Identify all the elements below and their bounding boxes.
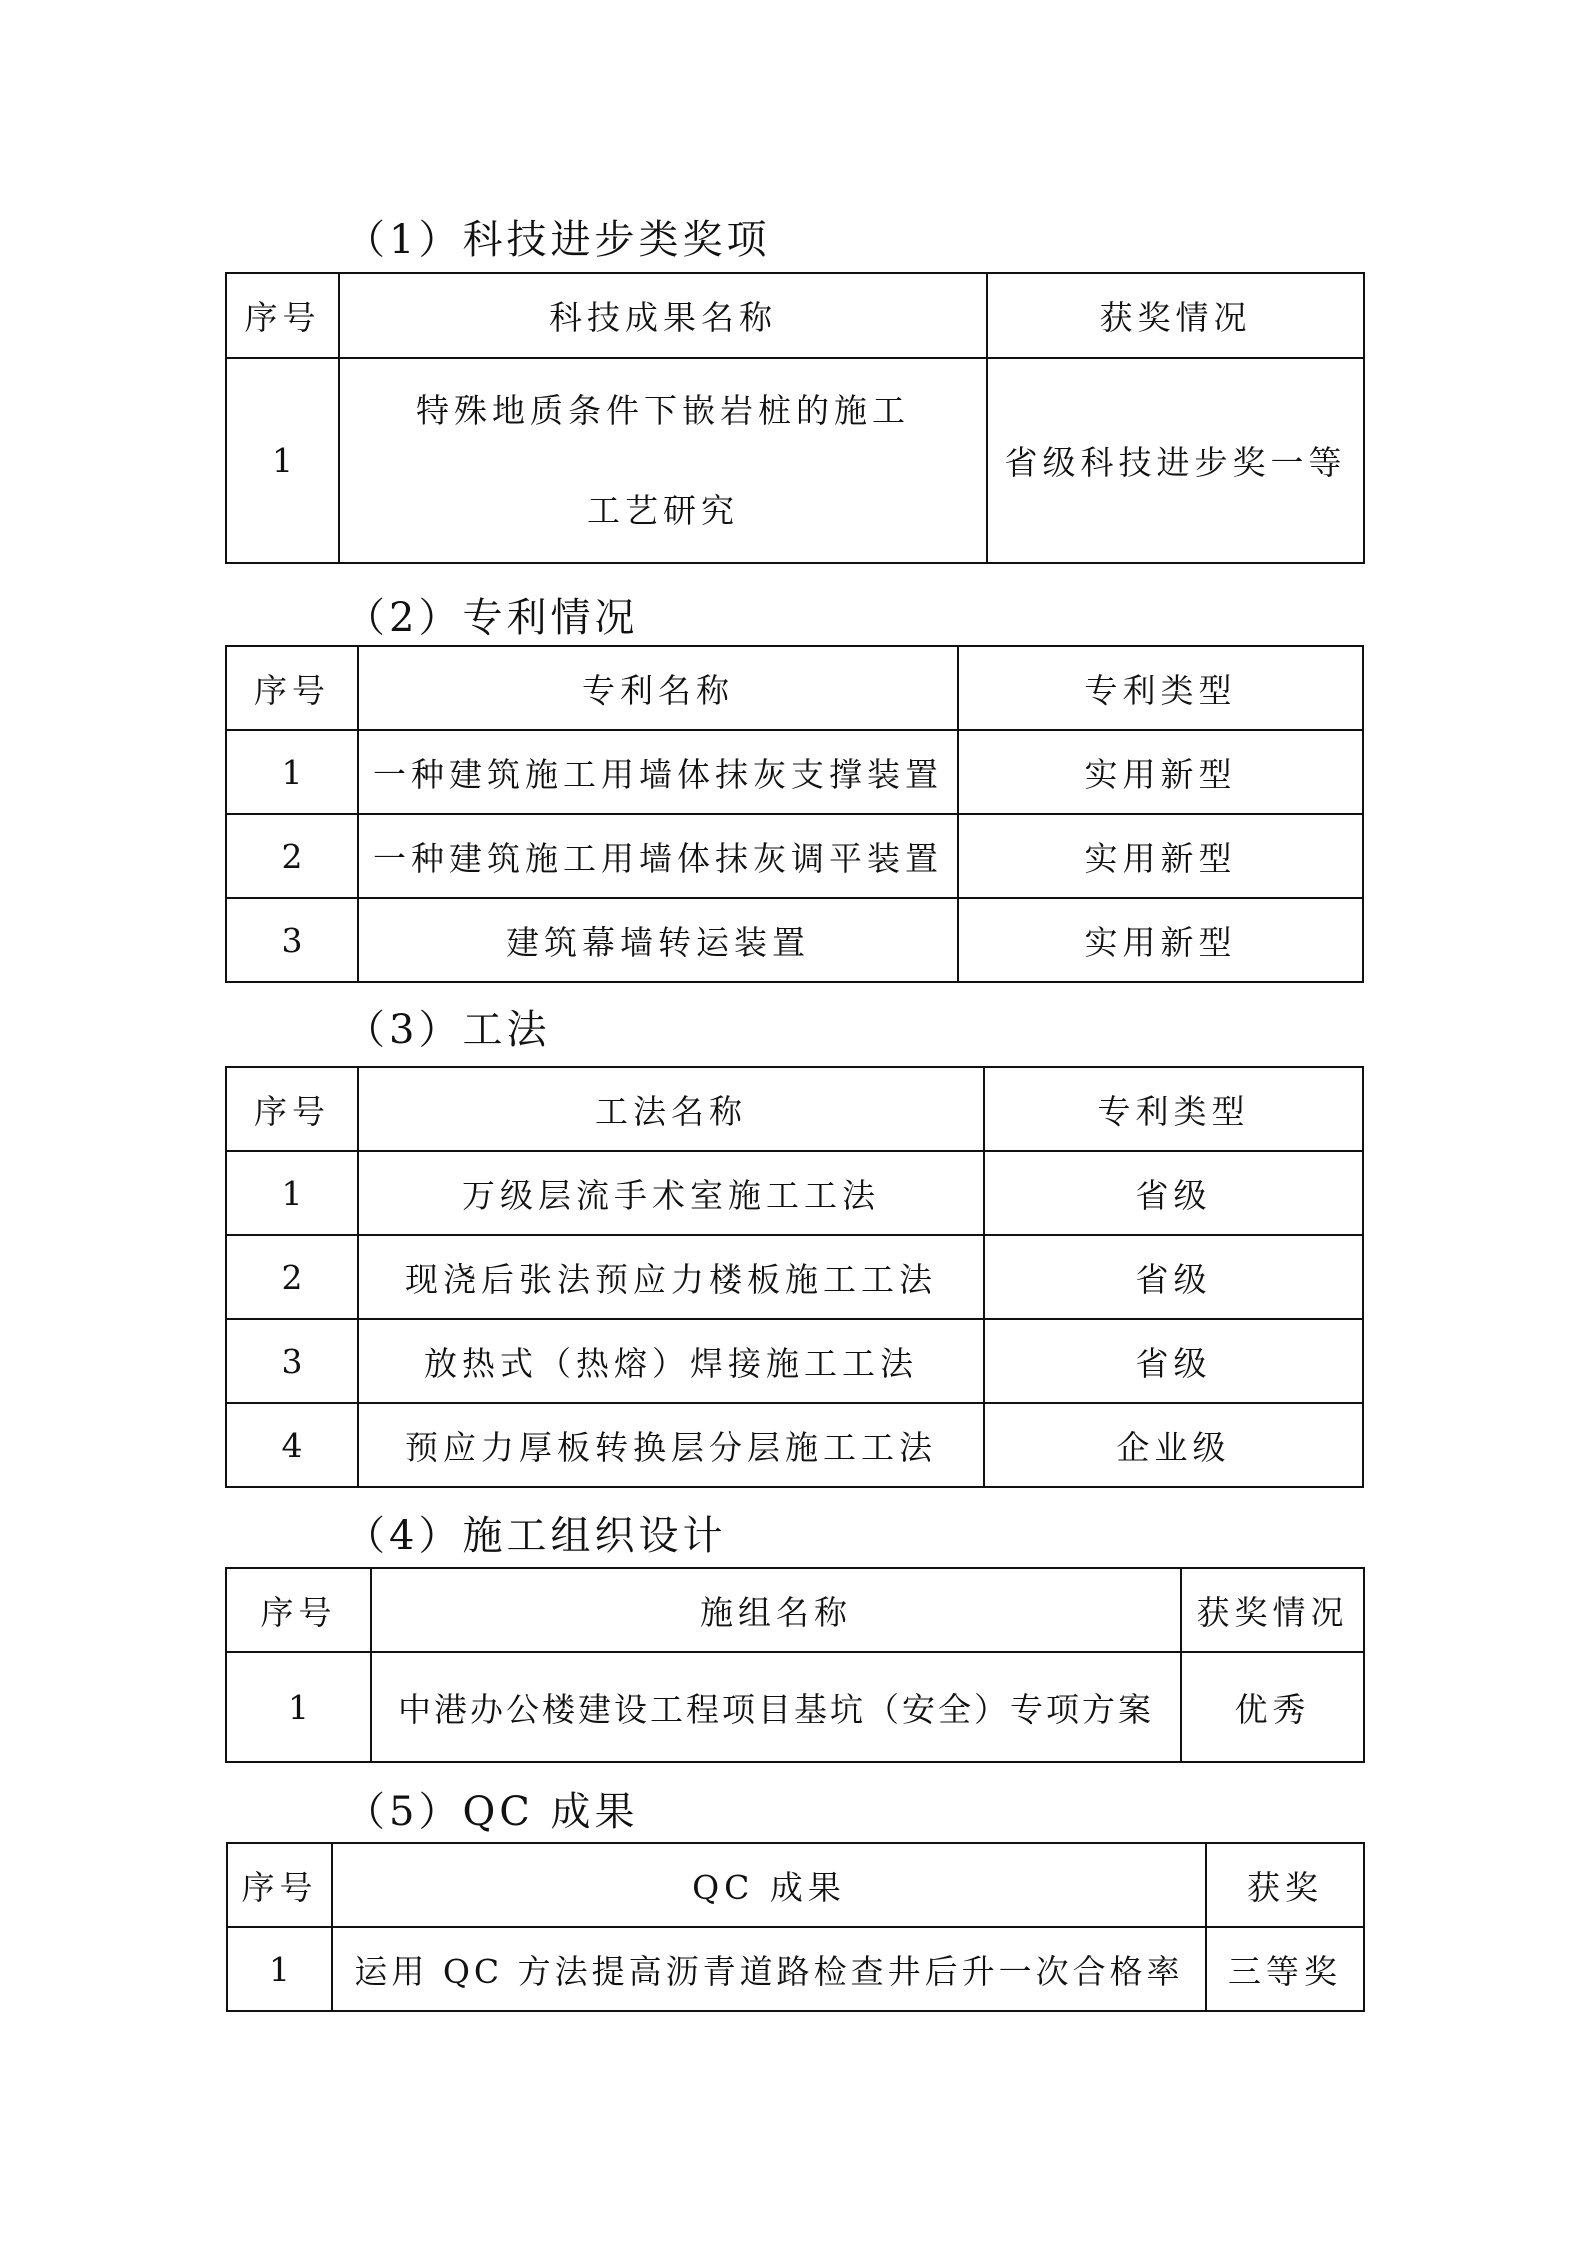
table-header-row [227, 1843, 1364, 1927]
award-result: 优秀 [1181, 1652, 1364, 1762]
patent-type: 实用新型 [958, 814, 1363, 898]
patent-type: 实用新型 [958, 730, 1363, 814]
award-result: 三等奖 [1206, 1927, 1364, 2011]
patent-name: 一种建筑施工用墙体抹灰支撑装置 [358, 730, 958, 814]
achievement-name-line2: 工艺研究 [587, 490, 739, 530]
table-row [227, 1927, 1364, 2011]
row-index: 1 [226, 358, 339, 563]
construction-methods-table [225, 1066, 1364, 1488]
column-header: 获奖 [1206, 1843, 1364, 1927]
column-header: 工法名称 [358, 1067, 984, 1151]
patents-table [225, 645, 1364, 983]
qc-name: 运用 QC 方法提高沥青道路检查井后升一次合格率 [332, 1927, 1206, 2011]
row-index: 1 [226, 730, 358, 814]
table-row [226, 730, 1363, 814]
method-name: 万级层流手术室施工工法 [358, 1151, 984, 1235]
construction-organization-table [225, 1567, 1365, 1763]
column-header: 序号 [226, 1568, 371, 1652]
table-header-row [226, 1067, 1363, 1151]
row-index: 1 [227, 1927, 332, 2011]
column-header: 序号 [226, 1067, 358, 1151]
method-level: 省级 [984, 1151, 1363, 1235]
table-row [226, 1151, 1363, 1235]
column-header: 施组名称 [371, 1568, 1181, 1652]
table-row [226, 1403, 1363, 1487]
patent-name: 一种建筑施工用墙体抹灰调平装置 [358, 814, 958, 898]
achievement-name-line1: 特殊地质条件下嵌岩桩的施工 [416, 390, 910, 430]
table-row [226, 1235, 1363, 1319]
row-index: 1 [226, 1151, 358, 1235]
achievement-name [339, 358, 987, 563]
column-header: 获奖情况 [987, 273, 1364, 358]
table-header-row [226, 1568, 1364, 1652]
award-result: 省级科技进步奖一等 [987, 358, 1364, 563]
section-heading-qc-results: （5）QC 成果 [345, 1789, 639, 1835]
table-row [226, 1319, 1363, 1403]
table-header-row [226, 273, 1364, 358]
method-level: 企业级 [984, 1403, 1363, 1487]
column-header: 获奖情况 [1181, 1568, 1364, 1652]
method-level: 省级 [984, 1235, 1363, 1319]
table-row [226, 358, 1364, 563]
method-name: 预应力厚板转换层分层施工工法 [358, 1403, 984, 1487]
row-index: 2 [226, 814, 358, 898]
column-header: 专利名称 [358, 646, 958, 730]
column-header: 序号 [226, 646, 358, 730]
row-index: 1 [226, 1652, 371, 1762]
column-header: 序号 [227, 1843, 332, 1927]
row-index: 4 [226, 1403, 358, 1487]
method-name: 放热式（热熔）焊接施工工法 [358, 1319, 984, 1403]
column-header: 专利类型 [958, 646, 1363, 730]
tech-progress-table [225, 272, 1365, 564]
table-row [226, 898, 1363, 982]
row-index: 3 [226, 898, 358, 982]
section-heading-construction-organization: （4）施工组织设计 [345, 1513, 727, 1559]
row-index: 3 [226, 1319, 358, 1403]
row-index: 2 [226, 1235, 358, 1319]
table-row [226, 814, 1363, 898]
column-header: 专利类型 [984, 1067, 1363, 1151]
table-header-row [226, 646, 1363, 730]
section-heading-construction-methods: （3）工法 [345, 1007, 551, 1053]
column-header: QC 成果 [332, 1843, 1206, 1927]
method-name: 现浇后张法预应力楼板施工工法 [358, 1235, 984, 1319]
method-level: 省级 [984, 1319, 1363, 1403]
column-header: 序号 [226, 273, 339, 358]
column-header: 科技成果名称 [339, 273, 987, 358]
section-heading-patents: （2）专利情况 [345, 595, 639, 641]
section-heading-tech-progress: （1）科技进步类奖项 [345, 217, 771, 263]
plan-name: 中港办公楼建设工程项目基坑（安全）专项方案 [371, 1652, 1181, 1762]
patent-type: 实用新型 [958, 898, 1363, 982]
qc-results-table [226, 1842, 1365, 2012]
patent-name: 建筑幕墙转运装置 [358, 898, 958, 982]
table-row [226, 1652, 1364, 1762]
